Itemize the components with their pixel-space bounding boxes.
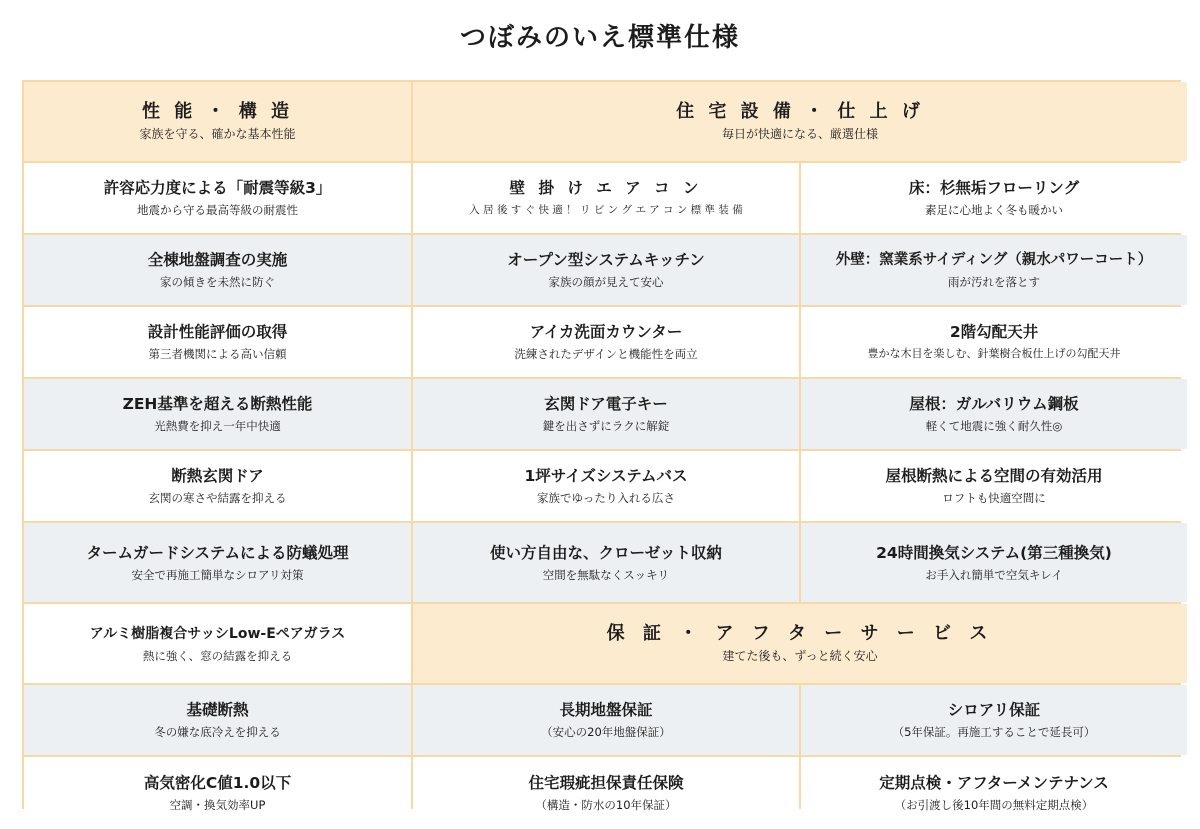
spec-table [22, 80, 1181, 812]
section-subtitle: 家族を守る、確かな基本性能 [139, 126, 296, 141]
section-header-warranty [413, 604, 1187, 683]
section-subtitle: 毎日が快適になる、厳選仕様 [721, 126, 878, 141]
spec-title: 壁 掛 け エ ア コ ン [509, 179, 703, 197]
spec-subtitle: 地震から守る最高等級の耐震性 [137, 203, 298, 217]
spec-title: タームガードシステムによる防蟻処理 [86, 543, 349, 562]
spec-cell [24, 379, 411, 449]
page-title: つぼみのいえ標準仕様 [459, 23, 740, 53]
spec-title: 高気密化C値1.0以下 [143, 774, 292, 792]
spec-title: 外壁：窯業系サイディング（親水パワーコート） [835, 252, 1153, 268]
spec-cell [24, 163, 411, 233]
spec-cell [24, 451, 411, 521]
section-title: 保 証 ・ ア フ タ ー サ ー ビ ス [606, 622, 994, 644]
spec-title: アイカ洗面カウンター [529, 323, 683, 341]
spec-subtitle: 雨が汚れを落とす [948, 275, 1040, 289]
spec-cell [413, 523, 799, 602]
section-title: 住 宅 設 備 ・ 仕 上 げ [676, 100, 924, 122]
spec-title: アルミ樹脂複合サッシLow-Eペアガラス [89, 625, 346, 642]
spec-subtitle: 第三者機関による高い信頼 [148, 347, 287, 361]
spec-cell [413, 379, 799, 449]
spec-subtitle: 素足に心地よく冬も暖かい [925, 203, 1063, 217]
spec-title: 全棟地盤調査の実施 [147, 251, 288, 269]
spec-cell [24, 523, 411, 602]
spec-subtitle: 空間を無駄なくスッキリ [542, 567, 670, 582]
spec-subtitle: 軽くて地震に強く耐久性◎ [925, 419, 1063, 433]
spec-cell [24, 307, 411, 377]
spec-subtitle: 家族の顔が見えて安心 [548, 275, 664, 289]
spec-cell [24, 757, 411, 829]
spec-cell [24, 685, 411, 755]
section-title: 性 能 ・ 構 造 [141, 100, 294, 122]
spec-title: 屋根断熱による空間の有効活用 [885, 467, 1103, 485]
spec-subtitle: 鍵を出さずにラクに解錠 [542, 419, 670, 433]
spec-cell [413, 307, 799, 377]
spec-title: 24時間換気システム(第三種換気) [876, 543, 1112, 562]
spec-subtitle: 入 居 後 す ぐ 快 適 ！ リ ビ ン グ エ ア コ ン 標 準 装 備 [469, 204, 743, 216]
spec-title: 屋根：ガルバリウム鋼板 [909, 395, 1079, 413]
section-subtitle: 建てた後も、ずっと続く安心 [722, 648, 878, 663]
spec-title: ZEH基準を超える断熱性能 [122, 395, 313, 413]
spec-subtitle: （5年保証。再施工することで延長可） [892, 725, 1096, 739]
spec-cell [413, 757, 799, 829]
spec-subtitle: 空調・換気効率UP [169, 798, 266, 812]
spec-cell [801, 307, 1187, 377]
spec-subtitle: 家族でゆったり入れる広さ [537, 491, 675, 505]
spec-subtitle: ロフトも快適空間に [942, 491, 1046, 505]
spec-cell [801, 379, 1187, 449]
spec-title: シロアリ保証 [947, 701, 1041, 719]
spec-cell [413, 451, 799, 521]
spec-title: 住宅瑕疵担保責任保険 [528, 774, 684, 792]
spec-title: 2階勾配天井 [949, 323, 1039, 341]
spec-subtitle: 豊かな木目を楽しむ、針葉樹合板仕上げの勾配天井 [867, 347, 1121, 360]
spec-cell [801, 523, 1187, 602]
spec-cell [801, 451, 1187, 521]
spec-cell [413, 235, 799, 305]
spec-subtitle: 家の傾きを未然に防ぐ [160, 275, 275, 289]
spec-cell [801, 757, 1187, 829]
spec-cell [24, 235, 411, 305]
spec-title: オープン型システムキッチン [507, 251, 705, 269]
section-header-equipment [413, 82, 1187, 161]
spec-title: 1坪サイズシステムバス [524, 467, 688, 485]
spec-subtitle: 熱に強く、窓の結露を抑える [142, 648, 293, 663]
spec-cell [413, 163, 799, 233]
spec-title: 基礎断熱 [186, 701, 249, 719]
spec-subtitle: （安心の20年地盤保証） [541, 725, 671, 739]
spec-title: 長期地盤保証 [559, 701, 653, 719]
spec-subtitle: 安全で再施工簡単なシロアリ対策 [131, 567, 304, 582]
spec-subtitle: 冬の嫌な底冷えを抑える [154, 725, 281, 739]
spec-title: 使い方自由な、クローゼット収納 [490, 543, 722, 562]
spec-title: 床：杉無垢フローリング [908, 179, 1080, 197]
spec-title: 玄関ドア電子キー [544, 395, 668, 413]
spec-title: 断熱玄関ドア [171, 467, 264, 485]
section-header-performance [24, 82, 411, 161]
spec-cell [413, 685, 799, 755]
spec-subtitle: （構造・防水の10年保証） [535, 798, 677, 812]
spec-cell [24, 604, 411, 683]
spec-cell [801, 685, 1187, 755]
spec-subtitle: お手入れ簡単で空気キレイ [925, 567, 1063, 582]
spec-subtitle: 洗練されたデザインと機能性を両立 [514, 347, 698, 361]
spec-title: 定期点検・アフターメンテナンス [879, 774, 1109, 792]
spec-subtitle: 光熱費を抑え一年中快適 [154, 419, 281, 433]
spec-cell [801, 235, 1187, 305]
spec-subtitle: 玄関の寒さや結露を抑える [148, 491, 287, 505]
spec-title: 設計性能評価の取得 [147, 323, 288, 341]
spec-subtitle: （お引渡し後10年間の無料定期点検） [894, 798, 1094, 812]
spec-title: 許容応力度による「耐震等級3」 [103, 179, 332, 197]
spec-cell [801, 163, 1187, 233]
